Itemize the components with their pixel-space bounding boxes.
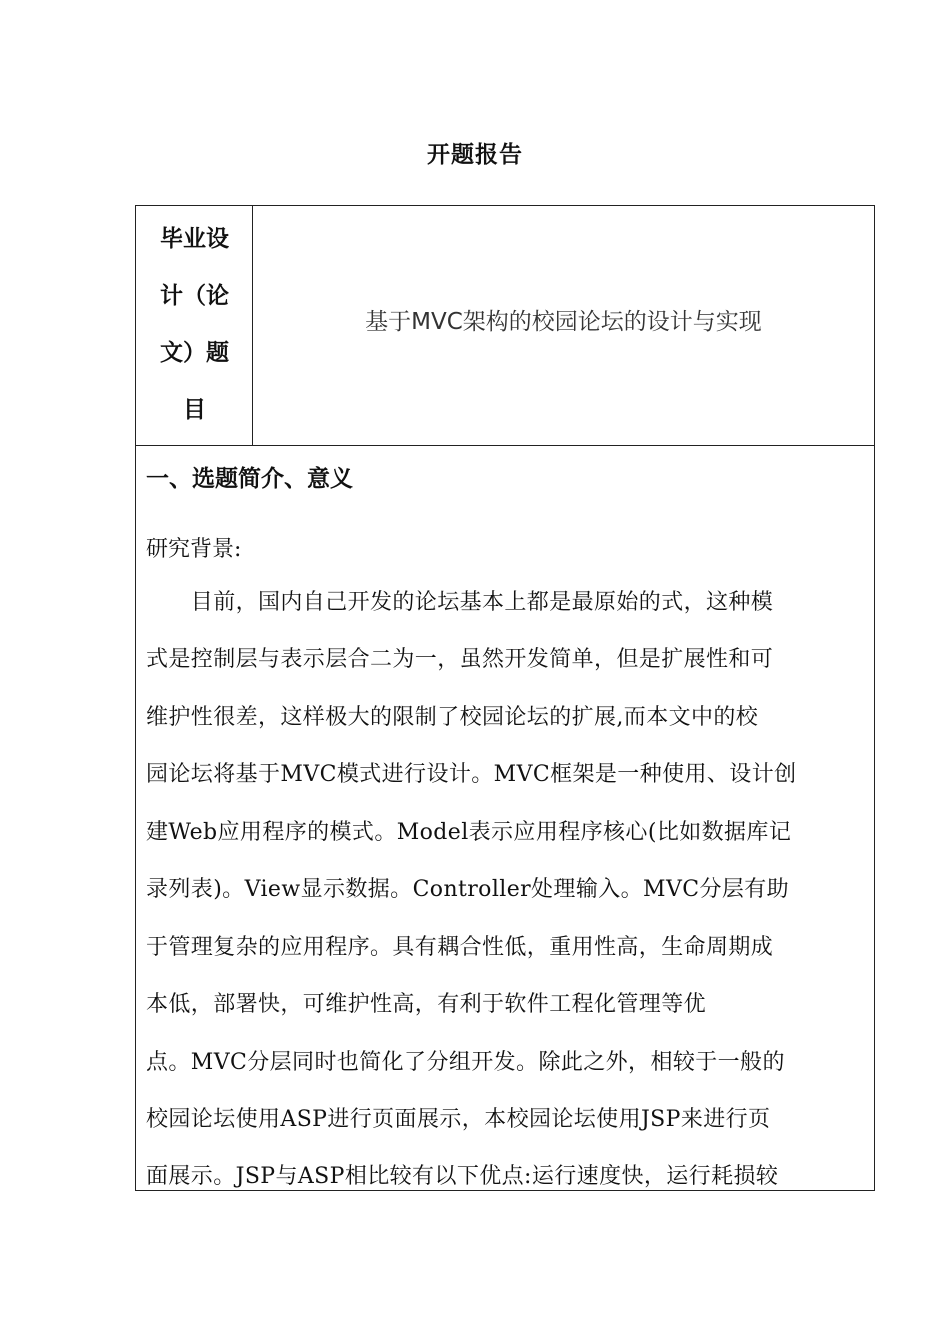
paragraph-line: 目前，国内自己开发的论坛基本上都是最原始的式，这种模 — [146, 590, 774, 615]
topic-introduction-section — [136, 446, 874, 1190]
page-title: 开题报告 — [427, 142, 523, 168]
thesis-title-label — [136, 206, 253, 445]
paragraph-line: 本低，部署快，可维护性高，有利于软件工程化管理等优 — [146, 992, 707, 1017]
section-subheading: 研究背景: — [146, 537, 242, 562]
paragraph-line: 式是控制层与表示层合二为一，虽然开发简单，但是扩展性和可 — [146, 647, 774, 672]
paragraph-line: 面展示。JSP与ASP相比较有以下优点:运行速度快，运行耗损较 — [146, 1164, 779, 1189]
label-line: 计（论 — [160, 283, 229, 309]
paragraph-line: 建Web应用程序的模式。Model表示应用程序核心(比如数据库记 — [146, 820, 792, 845]
thesis-title-value: 基于MVC架构的校园论坛的设计与实现 — [365, 309, 762, 335]
report-table — [135, 205, 875, 1191]
paragraph-line: 校园论坛使用ASP进行页面展示，本校园论坛使用JSP来进行页 — [146, 1107, 771, 1132]
label-line: 文）题 — [160, 340, 229, 366]
thesis-title-row — [136, 206, 874, 446]
label-line: 目 — [183, 397, 206, 423]
paragraph-line: 维护性很差，这样极大的限制了校园论坛的扩展,而本文中的校 — [146, 705, 759, 730]
label-line: 毕业设 — [160, 226, 229, 252]
paragraph-line: 录列表)。View显示数据。Controller处理输入。MVC分层有助 — [146, 877, 790, 902]
section-heading: 一、选题简介、意义 — [146, 466, 353, 492]
paragraph-line: 于管理复杂的应用程序。具有耦合性低，重用性高，生命周期成 — [146, 935, 774, 960]
paragraph-line: 点。MVC分层同时也简化了分组开发。除此之外，相较于一般的 — [146, 1050, 785, 1075]
paragraph-line: 园论坛将基于MVC模式进行设计。MVC框架是一种使用、设计创 — [146, 762, 797, 787]
